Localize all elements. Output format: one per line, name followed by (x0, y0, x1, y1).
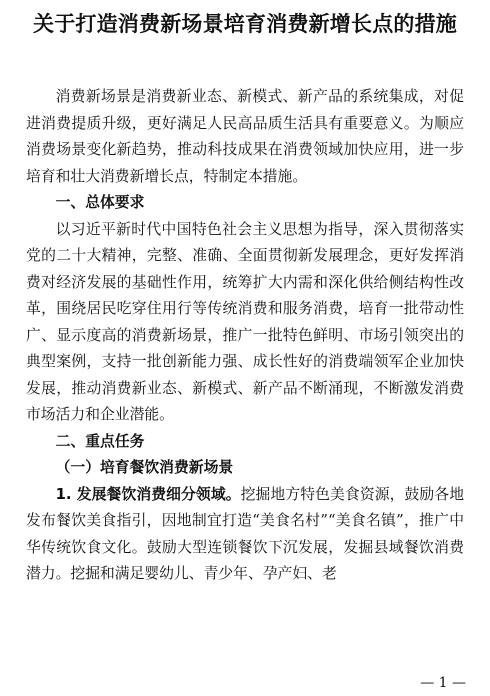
subsection-heading-dining: （一）培育餐饮消费新场景 (55, 459, 234, 476)
section-heading-key-tasks: 二、重点任务 (55, 432, 145, 450)
dining-item-paragraph (26, 482, 464, 588)
document-body (26, 84, 464, 588)
dining-item-label: 1. 发展餐饮消费细分领域。 (55, 485, 241, 503)
dining-item-text: 挖掘地方特色美食资源，鼓励各地发布餐饮美食指引，因地制宜打造“美食名村”“美食名镇”，推广中华传统饮食文化。鼓励大型连锁餐饮下沉发展，发掘县域餐饮消费潜力。挖掘和满足婴幼儿、青少年、孕产妇、老 (26, 485, 464, 582)
page-number: — 1 — (420, 675, 466, 691)
general-requirements-paragraph: 以习近平新时代中国特色社会主义思想为指导，深入贯彻落实党的二十大精神，完整、准确、全面贯彻新发展理念，更好发挥消费对经济发展的基础性作用，统筹扩大内需和深化供给侧结构性改革，围绕居民吃穿住用行等传统消费和服务消费，培育一批带动性广、显示度高的消费新场景，推广一批特色鲜明、市场引领突出的典型案例，支持一批创新能力强、成长性好的消费端领军企业加快发展，推动消费新业态、新模式、新产品不断涌现，不断激发消费市场活力和企业潜能。 (26, 220, 464, 423)
section-heading-general-requirements: 一、总体要求 (55, 194, 145, 211)
document-title: 关于打造消费新场景培育消费新增长点的措施 (33, 12, 457, 36)
intro-paragraph: 消费新场景是消费新业态、新模式、新产品的系统集成，对促进消费提质升级，更好满足人民高品质生活具有重要意义。为顺应消费场景变化新趋势，推动科技成果在消费领域加快应用，进一步培育和壮大消费新增长点，特制定本措施。 (26, 88, 464, 185)
